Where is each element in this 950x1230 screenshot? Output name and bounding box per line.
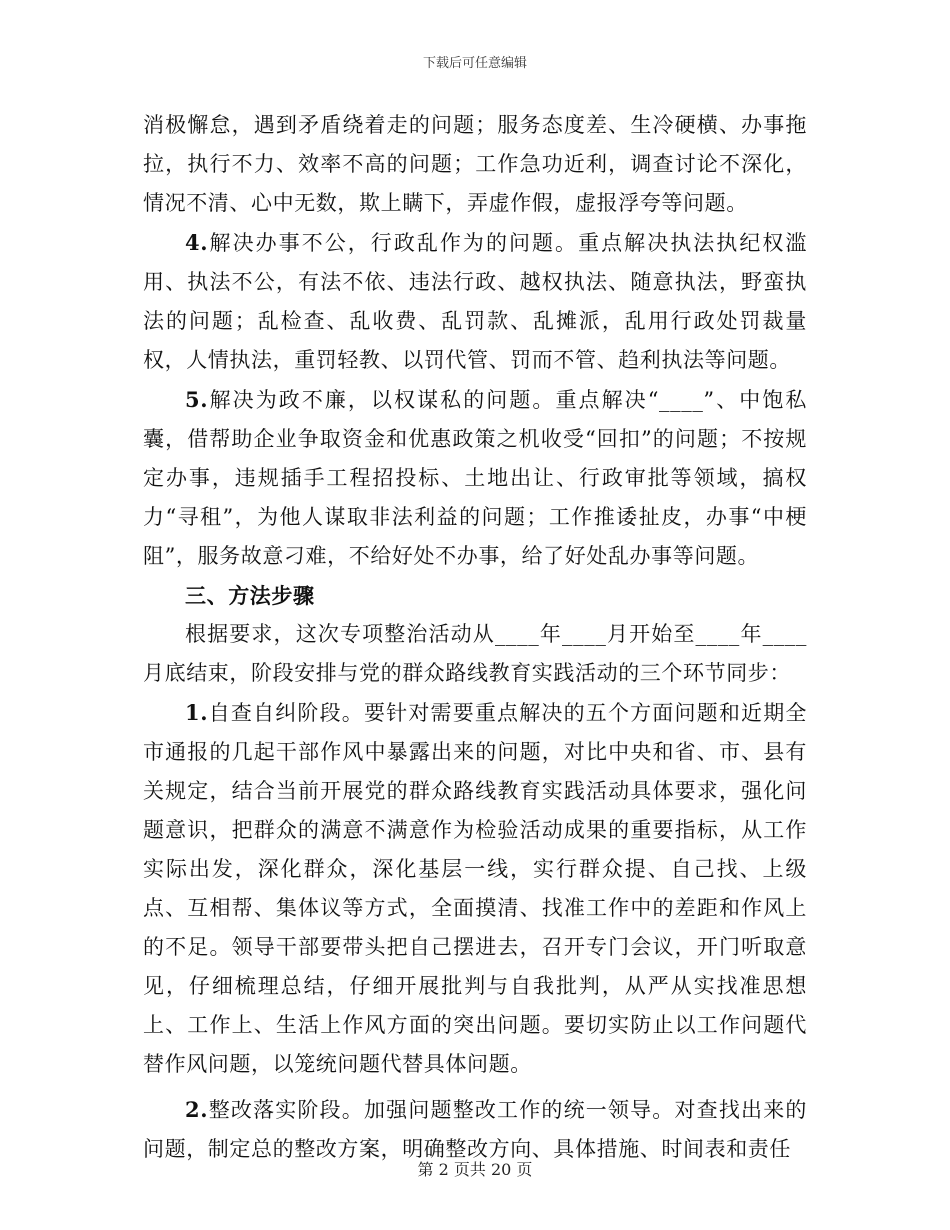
paragraph-text: 解决为政不廉，以权谋私的问题。重点解决“____”、中饱私囊，借帮助企业争取资金和优惠政策之机收受“回扣”的问题；不按规定办事，违规插手工程招投标、土地出让、行政审批等领域，搞权力“寻租”，为他人谋取非法利益的问题；工作推诿扯皮，办事“中梗阻”，服务故意刁难，不给好处不办事，给了好处乱办事等问题。 <box>143 388 807 568</box>
paragraph-text: 自查自纠阶段。要针对需要重点解决的五个方面问题和近期全市通报的几起干部作风中暴露出来的问题，对比中央和省、市、县有关规定，结合当前开展党的群众路线教育实践活动具体要求，强化问题意识，把群众的满意不满意作为检验活动成果的重要指标，从工作实际出发，深化群众，深化基层一线，实行群众提、自己找、上级点、互相帮、集体议等方式，全面摸清、找准工作中的差距和作风上的不足。领导干部要带头把自己摆进去，召开专门会议，开门听取意见，仔细梳理总结，仔细开展批判与自我批判，从严从实找准思想上、工作上、生活上作风方面的突出问题。要切实防止以工作问题代替作风问题，以笼统问题代替具体问题。 <box>143 701 807 1076</box>
section-heading: 三、方法步骤 <box>185 583 315 608</box>
page-header: 下载后可任意编辑 <box>422 56 527 71</box>
document-body <box>143 106 807 1169</box>
item-number: 4. <box>185 230 209 255</box>
paragraph-text: 解决办事不公，行政乱作为的问题。重点解决执法执纪权滥用、执法不公，有法不依、违法行政、越权执法、随意执法，野蛮执法的问题；乱检查、乱收费、乱罚款、乱摊派，乱用行政处罚裁量权，人情执法，重罚轻教、以罚代管、罚而不管、趋利执法等问题。 <box>143 231 807 372</box>
paragraph-text: 整改落实阶段。加强问题整改工作的统一领导。对查找出来的问题，制定总的整改方案，明确整改方向、具体措施、时间表和责任 <box>143 1098 807 1161</box>
paragraph-step-1 <box>143 693 807 1084</box>
item-number: 2. <box>185 1097 209 1122</box>
item-number: 5. <box>185 387 209 412</box>
paragraph-continuation: 消极懈怠，遇到矛盾绕着走的问题；服务态度差、生冷硬横、办事拖拉，执行不力、效率不高的问题；工作急功近利，调查讨论不深化，情况不清、心中无数，欺上瞒下，弄虚作假，虚报浮夸等问题。 <box>143 113 807 215</box>
paragraph-intro: 根据要求，这次专项整治活动从____年____月开始至____年____月底结束，阶段安排与党的群众路线教育实践活动的三个环节同步： <box>143 622 807 685</box>
paragraph-item-4 <box>143 223 807 380</box>
item-number: 1. <box>185 700 209 725</box>
page-footer: 第 2 页共 20 页 <box>417 1160 533 1179</box>
paragraph-item-5 <box>143 380 807 576</box>
